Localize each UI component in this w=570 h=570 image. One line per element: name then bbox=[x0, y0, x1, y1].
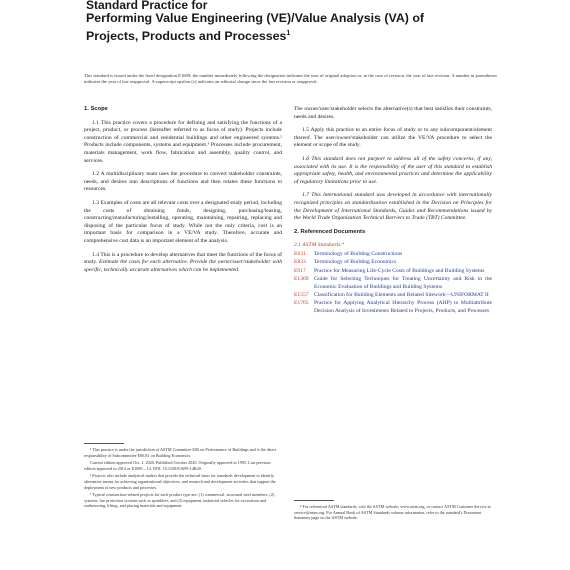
footnote-2: ² Projects also include analytical studies that provide the technical basis for standards development or identify alternative means for achieving organizational objectives, and research and development activities that support the deployment of new products and processes. bbox=[84, 473, 276, 490]
paragraph-1-4-lead: 1.4 This is a procedure to develop alternatives that meet the functions of the focus of study. bbox=[84, 251, 282, 266]
reference-title: Guide for Selecting Techniques for Treating Uncertainty and Risk in the Economic Evaluation of Buildings and Building Systems bbox=[314, 276, 492, 290]
footnotes-left bbox=[84, 447, 282, 511]
paragraph-1-3: 1.3 Examples of costs are all relevant costs over a designated study period, including the costs of obtaining funds, designing, purchasing/leasing, constructing/manufacturing/installing, operating, maintaining, repairing, replacing and disposing of the particular focus of study. While not the only criteria, cost is an important basis for comparison in a VE/VA study. Therefore, accurate and comprehensive cost data is an important element of the analysis. bbox=[84, 199, 282, 244]
right-column bbox=[294, 106, 492, 316]
referenced-documents-list bbox=[294, 251, 492, 315]
footnote-3: ³ Typical construction-related projects for each product type are: (1) commercial, structural steel members, (2) systems, fire protection systems such as sprinklers, and (3) equipment, industrial vehicles for excavation and earthmoving, lifting, and placing materials and equipment. bbox=[84, 492, 275, 509]
document-title bbox=[86, 0, 506, 44]
title-line-2 bbox=[86, 26, 506, 44]
designation-note: This standard is issued under the fixed designation E1699; the number immediately following the designation indicates the year of original adoption or, in the case of revision, the year of last revision. A number in parentheses indicates the year of last reapproval. A superscript epsilon (ε) indicates an editorial change since the last revision or reapproval. bbox=[84, 73, 497, 84]
paragraph-1-6: 1.6 This standard does not purport to address all of the safety concerns, if any, associated with its use. It is the responsibility of the user of this standard to establish appropriate safety, health, and environmental practices and determine the applicability of regulatory limitations prior to use. bbox=[294, 155, 492, 185]
paragraph-1-5: 1.5 Apply this practice to an entire focus of study or to any subcomponent/element thereof. The user/owner/stakeholder can utilize the VE/VA procedure to select the element or scope of the study. bbox=[294, 127, 492, 149]
title-footnote-mark: 1 bbox=[286, 30, 291, 37]
footnote-4: ⁴ For referenced ASTM standards, visit the ASTM website, www.astm.org, or contact ASTM Customer Service at service@astm.org. For Annual Book of ASTM Standards volume information, refer to the standard's Document Summary page on the ASTM website. bbox=[294, 504, 491, 521]
reference-title: Classification for Building Elements and Related Sitework—UNIFORMAT II bbox=[314, 291, 489, 298]
title-line-2-text: Projects, Products and Processes bbox=[86, 29, 287, 44]
reference-id: E1765 bbox=[294, 300, 309, 307]
paragraph-1-2: 1.2 A multidisciplinary team uses the procedure to convert stakeholder constraints, needs, and desires into descriptions of functions and then relates these functions to resources. bbox=[84, 171, 282, 193]
astm-standards-label[interactable]: 2.1 ASTM Standards:⁴ bbox=[294, 242, 344, 249]
paragraph-1-4-italic: Estimate the costs for each alternative. Provide the owner/user/stakeholder with specific, technically accurate alternatives which can be implemented. bbox=[84, 259, 282, 273]
paragraph-1-7: 1.7 This international standard was developed in accordance with internationally recognized principles on standardization established in the Decision on Principles for the Development of International Standards, Guides and Recommendations issued by the World Trade Organization Technical Barriers to Trade (TBT) Committee. bbox=[294, 192, 492, 222]
section-scope-heading: 1. Scope bbox=[84, 106, 108, 112]
section-referenced-documents-heading: 2. Referenced Documents bbox=[294, 228, 366, 235]
paragraph-1-1: 1.1 This practice covers a procedure for defining and satisfying the functions of a project, product, or process (hereafter referred to as focus of study). Projects include construction of commercial and residential buildings and other engineered systems.² Products include components, systems and equipment.³ Processes include procurement, materials management, work flow, fabrication and assembly, quality control, and services. bbox=[84, 119, 282, 164]
astm-standards-intro bbox=[294, 242, 492, 250]
reference-id: E833 bbox=[294, 259, 306, 266]
reference-id: E917 bbox=[294, 267, 306, 274]
title-prefix: Standard Practice for bbox=[86, 0, 208, 12]
left-column bbox=[84, 106, 282, 280]
footnote-1: ¹ This practice is under the jurisdiction of ASTM Committee E06 on Performance of Buildings and is the direct responsibility of Subcommittee E06.81 on Building Economics. bbox=[84, 447, 277, 458]
reference-item[interactable] bbox=[294, 276, 492, 291]
title-line-1: Performing Value Engineering (VE)/Value Analysis (VA) of bbox=[86, 11, 425, 25]
reference-item[interactable] bbox=[294, 268, 492, 275]
footnote-1-edition: Current edition approved Oct. 1, 2020. Published October 2020. Originally approved in 1995. Last previous edition approved in 2014 as E1699 – 14. DOI: 10.1520/E1699-14R20. bbox=[84, 460, 271, 471]
footnote-divider-left bbox=[84, 443, 124, 444]
reference-item[interactable] bbox=[294, 292, 492, 299]
reference-id: E631 bbox=[294, 250, 306, 257]
footnotes-right bbox=[294, 504, 492, 523]
footnote-divider-right bbox=[294, 500, 334, 501]
reference-title: Terminology of Building Economics bbox=[314, 259, 397, 266]
reference-item[interactable] bbox=[294, 251, 492, 258]
paragraph-1-4 bbox=[84, 252, 282, 275]
reference-item[interactable] bbox=[294, 300, 492, 315]
reference-id: E1369 bbox=[294, 276, 309, 283]
reference-title: Terminology of Building Constructions bbox=[314, 250, 403, 257]
reference-id: E1557 bbox=[294, 291, 309, 298]
reference-title: Practice for Measuring Life-Cycle Costs of Buildings and Building Systems bbox=[314, 267, 485, 274]
reference-title: Practice for Applying Analytical Hierarchy Process (AHP) to Multiattribute Decision Analysis of Investments Related to Projects, Products, and Processes bbox=[314, 300, 492, 314]
paragraph-1-4-continued: The owner/user/stakeholder selects the alternative(s) that best satisfies their constraints, needs and desires. bbox=[294, 106, 492, 120]
reference-item[interactable] bbox=[294, 259, 492, 266]
